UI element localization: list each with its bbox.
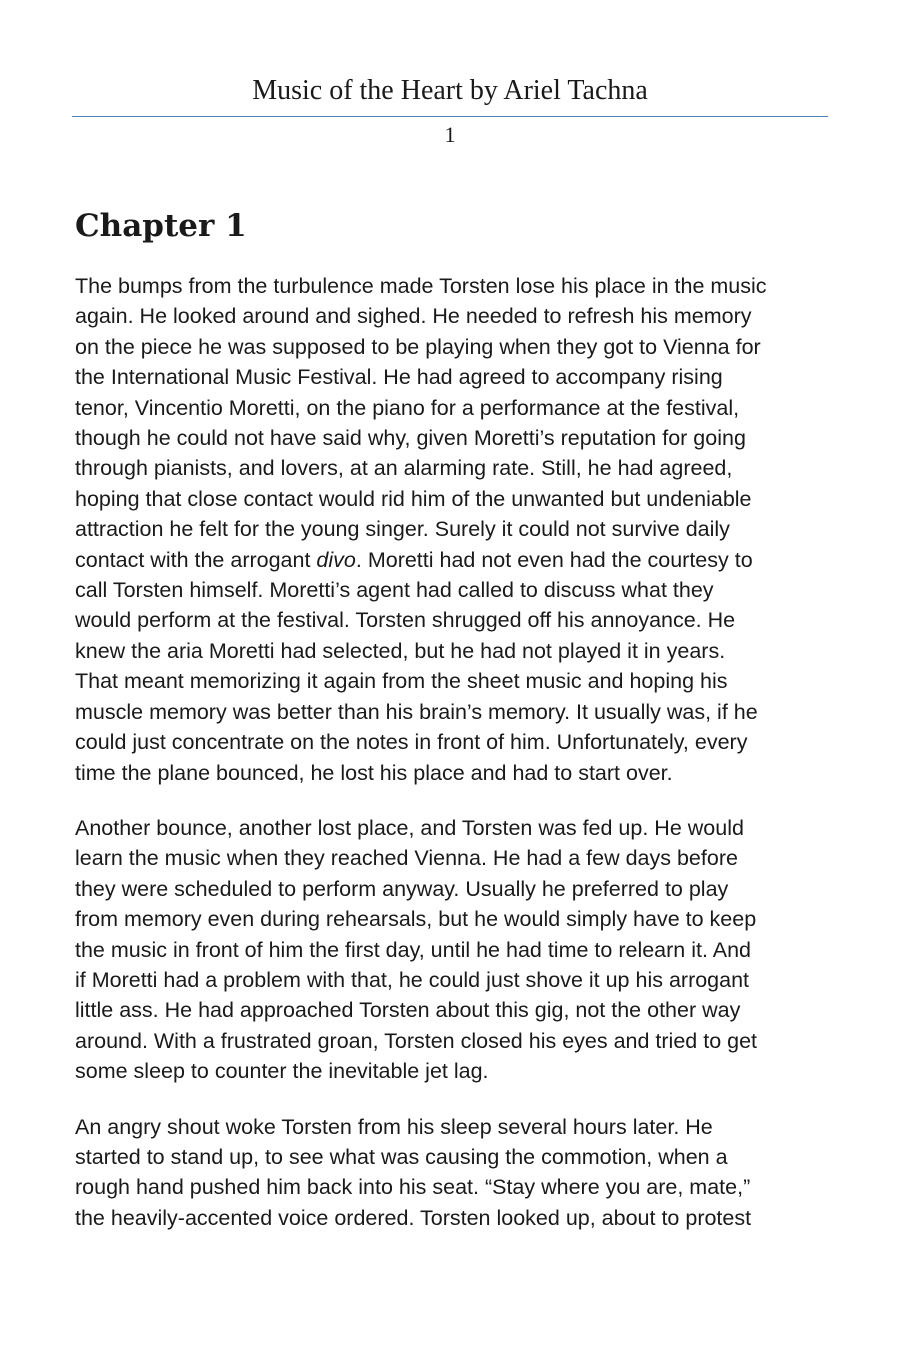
text-line: little ass. He had approached Torsten about this gig, not the other way	[75, 998, 741, 1023]
text-line: through pianists, and lovers, at an alarming rate. Still, he had agreed,	[75, 456, 733, 481]
text-line: hoping that close contact would rid him of the unwanted but undeniable	[75, 486, 752, 511]
text-line	[75, 545, 835, 575]
text-line: though he could not have said why, given Moretti’s reputation for going	[75, 426, 746, 451]
text-line: muscle memory was better than his brain’s memory. It usually was, if he	[75, 699, 758, 724]
text-line: again. He looked around and sighed. He needed to refresh his memory	[75, 304, 752, 329]
header-divider	[72, 116, 828, 117]
text-line: if Moretti had a problem with that, he could just shove it up his arrogant	[75, 967, 750, 992]
text-line: started to stand up, to see what was causing the commotion, when a	[75, 1144, 728, 1169]
text-line: the music in front of him the first day, until he had time to relearn it. And	[75, 937, 751, 962]
text-line: time the plane bounced, he lost his place and had to start over.	[75, 760, 673, 785]
paragraph-2	[75, 813, 835, 1087]
text-line: around. With a frustrated groan, Torsten closed his eyes and tried to get	[75, 1028, 758, 1053]
text-line: tenor, Vincentio Moretti, on the piano for a performance at the festival,	[75, 395, 740, 420]
running-header-title: Music of the Heart by Ariel Tachna	[252, 75, 648, 106]
text-line: call Torsten himself. Moretti’s agent had called to discuss what they	[75, 578, 714, 603]
text-segment: contact with the arrogant	[75, 547, 317, 572]
text-line: attraction he felt for the young singer. Surely it could not survive daily	[75, 517, 730, 542]
text-line: knew the aria Moretti had selected, but he had not played it in years.	[75, 638, 726, 663]
page-number: 1	[444, 122, 456, 147]
text-line: would perform at the festival. Torsten shrugged off his annoyance. He	[75, 608, 736, 633]
text-line: An angry shout woke Torsten from his sleep several hours later. He	[75, 1114, 713, 1139]
text-line: The bumps from the turbulence made Torsten lose his place in the music	[75, 274, 767, 298]
text-line: learn the music when they reached Vienna. He had a few days before	[75, 846, 738, 871]
text-line: the heavily-accented voice ordered. Torsten looked up, about to protest	[75, 1205, 752, 1230]
text-line: rough hand pushed him back into his seat. “Stay where you are, mate,”	[75, 1175, 751, 1200]
text-line: some sleep to counter the inevitable jet lag.	[75, 1059, 489, 1084]
text-segment: . Moretti had not even had the courtesy to	[355, 547, 753, 572]
paragraph-3	[75, 1112, 835, 1234]
text-line: from memory even during rehearsals, but he would simply have to keep	[75, 907, 757, 932]
text-line: could just concentrate on the notes in front of him. Unfortunately, every	[75, 730, 748, 755]
text-line: they were scheduled to perform anyway. Usually he preferred to play	[75, 876, 729, 901]
text-line: Another bounce, another lost place, and Torsten was fed up. He would	[75, 815, 744, 840]
italic-word: divo	[316, 547, 356, 572]
text-line: on the piece he was supposed to be playing when they got to Vienna for	[75, 334, 761, 359]
chapter-heading: Chapter 1	[75, 208, 247, 244]
text-line: That meant memorizing it again from the sheet music and hoping his	[75, 669, 728, 694]
paragraph-1	[75, 271, 835, 788]
chapter-body	[75, 271, 835, 1258]
text-line: the International Music Festival. He had agreed to accompany rising	[75, 365, 723, 390]
